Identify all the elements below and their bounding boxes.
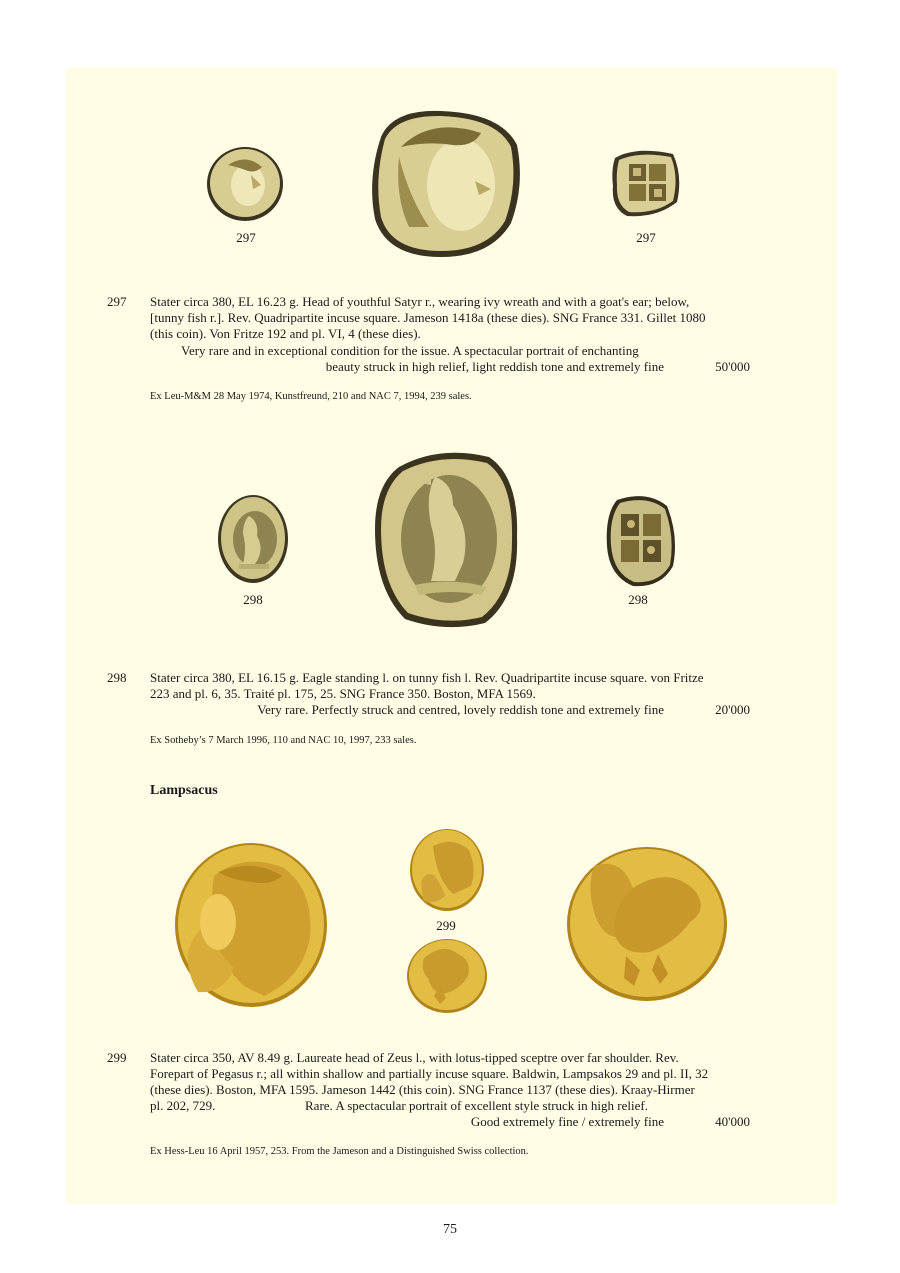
- description-line: (this coin). Von Fritze 192 and pl. VI, 4 (these dies).: [150, 325, 421, 341]
- description-line: [tunny fish r.]. Rev. Quadripartite incuse square. Jameson 1418a (these dies). SNG France 331. Gillet 1080: [150, 309, 706, 325]
- lot-provenance-297: Ex Leu-M&M 28 May 1974, Kunstfreund, 210 and NAC 7, 1994, 239 sales.: [150, 391, 472, 402]
- coin-297-obverse-small-image: [206, 145, 286, 225]
- lot-price-299: 40'000: [715, 1114, 750, 1129]
- lot-description-297: [150, 294, 750, 341]
- coin-299-obverse-small-image: [409, 828, 485, 912]
- coin-298-obverse-small-image: [217, 494, 291, 584]
- lot-number-299: 299: [107, 1050, 127, 1065]
- coin-299-obverse-large-image: [174, 842, 328, 1008]
- coin-299-reverse-large-image: [566, 846, 728, 1002]
- coin-298-reverse-image: [603, 492, 677, 588]
- lot-number-298: 298: [107, 670, 127, 685]
- coin-label-297-reverse: 297: [636, 230, 656, 245]
- lot-remark-297-line1: Very rare and in exceptional condition for the issue. A spectacular portrait of enchanting: [181, 343, 639, 358]
- description-line: Stater circa 380, EL 16.23 g. Head of youthful Satyr r., wearing ivy wreath and with a goat's ear; below,: [150, 294, 690, 309]
- coin-label-297-obverse: 297: [236, 230, 256, 245]
- description-line: Forepart of Pegasus r.; all within shallow and partially incuse square. Baldwin, Lampsakos 29 and pl. II, 32: [150, 1065, 709, 1081]
- section-heading: Lampsacus: [150, 783, 218, 798]
- lot-price-298: 20'000: [715, 702, 750, 717]
- lot-description-299-last-line: pl. 202, 729.: [150, 1098, 216, 1113]
- coin-label-298-reverse: 298: [628, 592, 648, 607]
- lot-remark-297-line2: beauty struck in high relief, light reddish tone and extremely fine: [325, 359, 664, 374]
- lot-price-297: 50'000: [715, 359, 750, 374]
- lot-provenance-299: Ex Hess-Leu 16 April 1957, 253. From the Jameson and a Distinguished Swiss collection.: [150, 1146, 529, 1157]
- lot-description-298: [150, 670, 750, 702]
- lot-remark-299-line2: Good extremely fine / extremely fine: [470, 1114, 664, 1129]
- lot-remark-298: Very rare. Perfectly struck and centred, lovely reddish tone and extremely fine: [257, 702, 664, 717]
- coin-label-298-obverse: 298: [243, 592, 263, 607]
- coin-label-299: 299: [436, 918, 456, 933]
- coin-297-obverse-large-image: [371, 107, 523, 259]
- lot-remark-299-line1: Rare. A spectacular portrait of excellent style struck in high relief.: [305, 1098, 648, 1113]
- description-line: 223 and pl. 6, 35. Traité pl. 175, 25. SNG France 350. Boston, MFA 1569.: [150, 685, 536, 701]
- page-number: 75: [443, 1222, 457, 1237]
- lot-provenance-298: Ex Sotheby’s 7 March 1996, 110 and NAC 10, 1997, 233 sales.: [150, 735, 417, 746]
- description-line: Stater circa 380, EL 16.15 g. Eagle standing l. on tunny fish l. Rev. Quadripartite incuse square. von Fritze: [150, 670, 704, 685]
- coin-297-reverse-image: [609, 146, 685, 222]
- coin-299-reverse-small-image: [406, 938, 488, 1014]
- coin-298-obverse-large-image: [375, 447, 521, 631]
- lot-description-299: [150, 1050, 750, 1097]
- description-line: Stater circa 350, AV 8.49 g. Laureate head of Zeus l., with lotus-tipped sceptre over far shoulder. Rev.: [150, 1050, 679, 1065]
- lot-number-297: 297: [107, 294, 127, 309]
- description-line: (these dies). Boston, MFA 1595. Jameson 1442 (this coin). SNG France 1137 (these dies). Kraay-Hirmer: [150, 1081, 695, 1097]
